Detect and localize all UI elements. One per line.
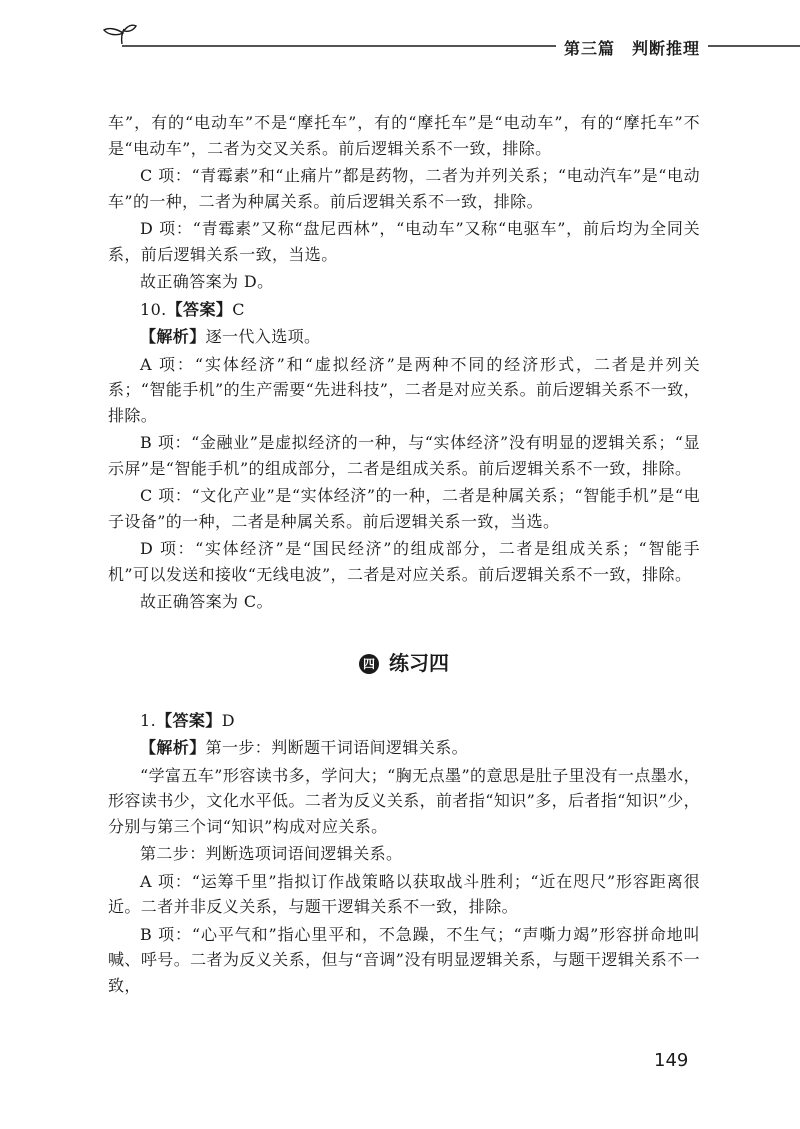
analysis-tag: 【解析】 [140,738,206,757]
question-1-answer [108,708,700,734]
question-number: 1. [140,710,157,730]
paragraph: 第二步：判断选项词语间逻辑关系。 [140,844,403,863]
paragraph: “学富五车”形容读书多，学问大；“胸无点墨”的意思是肚子里没有一点墨水，形容读书少，文化水平低。二者为反义关系，前者指“知识”多，后者指“知识”少，分别与第三个词“知识”构成对应关系。 [108,765,700,836]
question-1-analysis [108,735,700,761]
analysis-text: 第一步：判断题干词语间逻辑关系。 [205,738,469,757]
paragraph: 故正确答案为 D。 [140,272,274,291]
answer-tag: 【答案】 [156,710,222,730]
exercise-title: 练习四 [389,650,449,675]
paragraph: A 项：“运筹千里”指拟订作战策略以获取战斗胜利；“近在咫尺”形容距离很近。二者并非反义关系，与题干逻辑关系不一致，排除。 [108,871,700,916]
answer-tag: 【答案】 [166,299,233,319]
page-header [0,0,800,70]
page-number: 149 [654,1050,689,1071]
option-paragraph: A 项：“实体经济”和“虚拟经济”是两种不同的经济形式，二者是并列关系；“智能手机”的生产需要“先进科技”，二者是对应关系。前后逻辑关系不一致，排除。 [108,354,700,425]
option-paragraph: C 项：“文化产业”是“实体经济”的一种，二者是种属关系；“智能手机”是“电子设备”的一种，二者是种属关系。前后逻辑关系一致，当选。 [108,486,700,531]
question-10-answer [108,297,700,323]
paragraph: D 项：“青霉素”又称“盘尼西林”，“电动车”又称“电驱车”，前后均为全同关系，前后逻辑关系一致，当选。 [108,219,700,264]
sprout-leaf-icon [104,25,136,44]
analysis-tag: 【解析】 [140,327,206,346]
option-paragraph: D 项：“实体经济”是“国民经济”的组成部分，二者是组成关系；“智能手机”可以发送和接收“无线电波”，二者是对应关系。前后逻辑关系不一致，排除。 [108,539,700,584]
paragraph: 车”，有的“电动车”不是“摩托车”，有的“摩托车”是“电动车”，有的“摩托车”不是“电动车”，二者为交叉关系。前后逻辑关系不一致，排除。 [108,113,700,158]
page-body [108,110,700,1000]
header-rule [0,0,800,70]
analysis-text: 逐一代入选项。 [205,327,321,346]
section-title: 第三篇 判断推理 [564,39,701,58]
exercise-heading [108,647,700,676]
paragraph: C 项：“青霉素”和“止痛片”都是药物，二者为并列关系；“电动汽车”是“电动车”的一种，二者为种属关系。前后逻辑关系不一致，排除。 [108,166,700,211]
option-paragraph: B 项：“金融业”是虚拟经济的一种，与“实体经济”没有明显的逻辑关系；“显示屏”是“智能手机”的组成部分，二者是组成关系。前后逻辑关系不一致，排除。 [108,433,700,478]
answer-value: D [221,710,235,730]
answer-value: C [232,299,245,319]
question-10-analysis [108,324,700,350]
exercise-badge-icon: 四 [359,654,379,674]
question-number: 10. [140,299,167,319]
paragraph: B 项：“心平气和”指心里平和，不急躁，不生气；“声嘶力竭”形容拼命地叫喊、呼号。二者为反义关系，但与“音调”没有明显逻辑关系，与题干逻辑关系不一致， [108,924,700,995]
conclusion: 故正确答案为 C。 [140,592,273,611]
